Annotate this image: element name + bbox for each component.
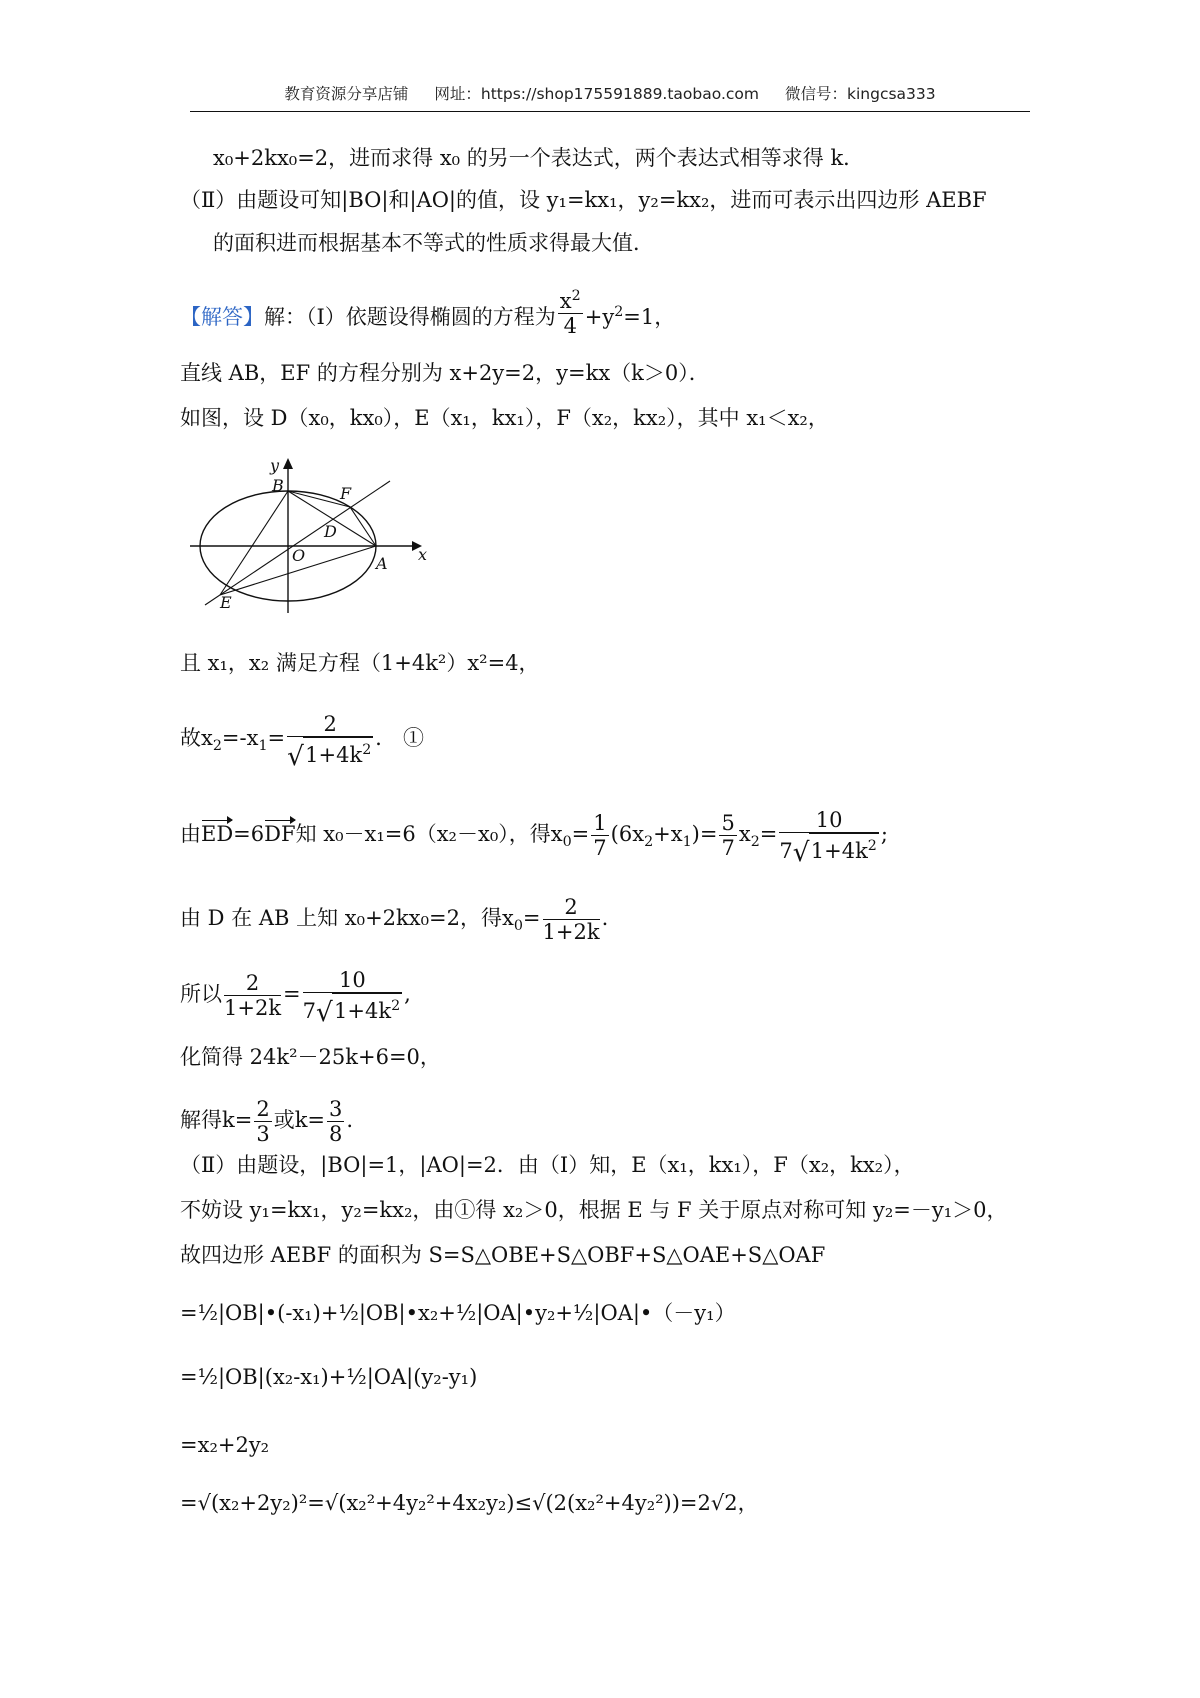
line-20: =√(x₂+2y₂)²=√(x₂²+4y₂²+4x₂y₂)≤√(2(x₂²+4y₂²))=2√2， <box>180 1491 759 1515</box>
line-11 <box>180 968 411 1023</box>
page-header <box>190 82 1030 104</box>
x0-formula-2: $x_0=$ $\frac{2}{1+2k}$ . <box>501 895 609 944</box>
line-10-prefix: 由 D 在 AB 上知 x₀+2kx₀=2，得 <box>180 906 502 930</box>
line-10 <box>180 895 608 944</box>
k-solution-1: k= $\frac{2}{3}$ <box>222 1097 270 1146</box>
line-2: （Ⅱ）由题设可知|BO|和|AO|的值，设 y₁=kx₁，y₂=kx₂，进而可表示出四边形 AEBF <box>180 188 987 212</box>
line-4-text: 解：（Ⅰ）依题设得椭圆的方程为 <box>264 304 556 329</box>
line-fa <box>350 507 376 546</box>
line-17: =½|OB|•(-x₁)+½|OB|•x₂+½|OA|•y₂+½|OA|•（－y₁） <box>180 1301 736 1325</box>
line-9-prefix: 由 <box>180 821 201 846</box>
vector-relation: ED=6DF <box>201 822 296 846</box>
line-18: =½|OB|(x₂-x₁)+½|OA|(y₂-y₁) <box>180 1365 478 1389</box>
line-6: 如图，设 D（x₀，kx₀），E（x₁，kx₁），F（x₂，kx₂），其中 x₁＜x₂， <box>180 406 829 430</box>
label-x: x <box>418 545 428 564</box>
line-13-or: 或 <box>273 1108 295 1132</box>
line-13 <box>180 1097 353 1146</box>
line-8-suffix: ． ① <box>375 725 424 750</box>
label-f: F <box>340 484 352 503</box>
y-axis-arrow <box>283 458 293 469</box>
line-4 <box>180 288 676 339</box>
line-ef <box>205 481 390 605</box>
line-7: 且 x₁，x₂ 满足方程（1+4k²）x²=4， <box>180 651 540 675</box>
k-solution-2: k= $\frac{3}{8}$ . <box>294 1097 354 1146</box>
label-b: B <box>272 476 284 495</box>
line-1: x₀+2kx₀=2，进而求得 x₀ 的另一个表达式，两个表达式相等求得 k． <box>213 146 865 170</box>
line-12: 化简得 24k²－25k+6=0， <box>180 1045 441 1069</box>
label-a: A <box>376 554 388 573</box>
line-15: 不妨设 y₁=kx₁，y₂=kx₂，由①得 x₂＞0，根据 E 与 F 关于原点对称可知 y₂=－y₁＞0， <box>180 1198 1008 1222</box>
line-11-prefix: 所以 <box>180 981 222 1006</box>
line-be <box>220 491 288 595</box>
line-19: =x₂+2y₂ <box>180 1433 270 1457</box>
x0-formula-1: $x_0=$ $\frac{1}{7}$ $(6x_2+x_1)=$ $\frac{5}{7}$ $x_2=$ $\frac{10}{7√ 1+4k^2}$ ; <box>551 822 888 846</box>
ellipse-equation: $\frac{x^2}{4}$ $+y^2=1$， <box>556 305 675 329</box>
line-14: （Ⅱ）由题设，|BO|=1，|AO|=2．由（Ⅰ）知，E（x₁，kx₁），F（x₂，kx₂）， <box>180 1153 915 1177</box>
header-site-url: https://shop175591889.taobao.com <box>480 85 759 103</box>
line-9-mid: 知 x₀－x₁=6（x₂－x₀），得 <box>295 821 551 846</box>
label-e: E <box>220 593 232 612</box>
label-d: D <box>324 522 337 541</box>
equality-formula: $\frac{2}{1+2k}$ = $\frac{10}{7√ 1+4k^2}$ , <box>222 982 411 1006</box>
line-13-prefix: 解得 <box>180 1108 222 1132</box>
line-3: 的面积进而根据基本不等式的性质求得最大值． <box>213 231 654 255</box>
line-5: 直线 AB，EF 的方程分别为 x+2y=2，y=kx（k＞0）． <box>180 361 710 385</box>
header-rule <box>190 111 1030 112</box>
answer-tag: 【解答】 <box>180 304 264 329</box>
line-8-prefix: 故 <box>180 725 201 750</box>
header-site-label: 网址： <box>434 85 481 103</box>
header-shop: 教育资源分享店铺 <box>284 85 409 103</box>
line-8 <box>180 712 424 767</box>
header-wechat: 微信号：kingcsa333 <box>785 85 936 103</box>
label-y: y <box>270 456 280 475</box>
line-9 <box>180 808 888 863</box>
x2-formula: $x_2=-x_1=$ 2 √ $1+4k^2$ <box>201 726 375 750</box>
ellipse-figure <box>190 455 430 615</box>
label-o: O <box>292 546 306 565</box>
line-16: 故四边形 AEBF 的面积为 S=S△OBE+S△OBF+S△OAE+S△OAF <box>180 1243 826 1267</box>
